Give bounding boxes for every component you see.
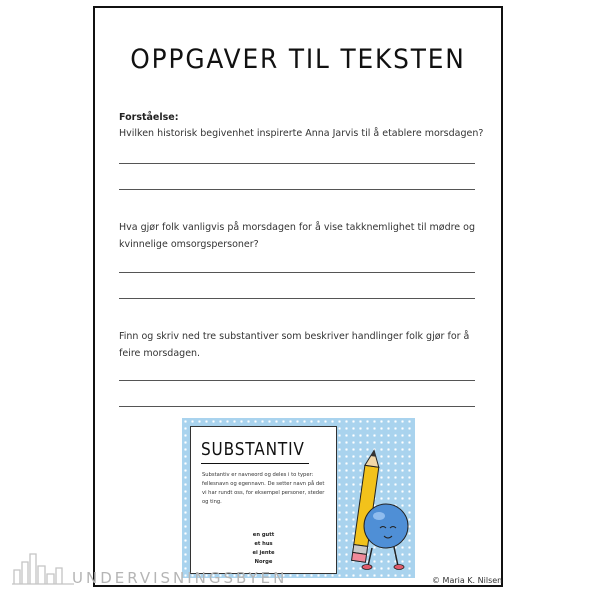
substantiv-card <box>182 418 415 578</box>
card-title-underline <box>201 463 309 464</box>
answer-line <box>119 298 475 299</box>
example-item: ei jente <box>252 550 275 556</box>
copyright-text: © Maria K. Nilsen <box>432 576 503 585</box>
example-item: en gutt <box>252 532 275 538</box>
answer-line <box>119 189 475 190</box>
pencil-ball-illustration-icon <box>342 448 412 573</box>
worksheet-page <box>93 6 503 587</box>
page-title: OPPGAVER TIL TEKSTEN <box>130 44 466 75</box>
example-item: et hus <box>254 541 273 547</box>
answer-line <box>119 163 475 164</box>
card-text-panel <box>190 426 337 574</box>
brand-logo-text: UNDERVISNINGSBYEN <box>72 569 288 587</box>
card-description: Substantiv er navneord og deles i to typer: fellesnavn og egennavn. De setter navn på det vi har rundt oss, for eksempel personer, steder og ting. <box>202 472 325 505</box>
answer-line <box>119 272 475 273</box>
answer-line <box>119 406 475 407</box>
question-1: Hvilken historisk begivenhet inspirerte Anna Jarvis til å etablere morsdagen? <box>119 128 484 139</box>
section-label: Forståelse: <box>119 112 179 123</box>
card-title: SUBSTANTIV <box>201 439 305 460</box>
question-2: Hva gjør folk vanligvis på morsdagen for å vise takknemlighet til mødre og kvinnelige omsorgspersoner? <box>119 222 476 250</box>
answer-line <box>119 380 475 381</box>
question-3: Finn og skriv ned tre substantiver som beskriver handlinger folk gjør for å feire morsdagen. <box>119 331 470 359</box>
example-item: Norge <box>254 559 273 565</box>
card-examples <box>191 531 336 567</box>
city-skyline-icon <box>12 548 74 586</box>
